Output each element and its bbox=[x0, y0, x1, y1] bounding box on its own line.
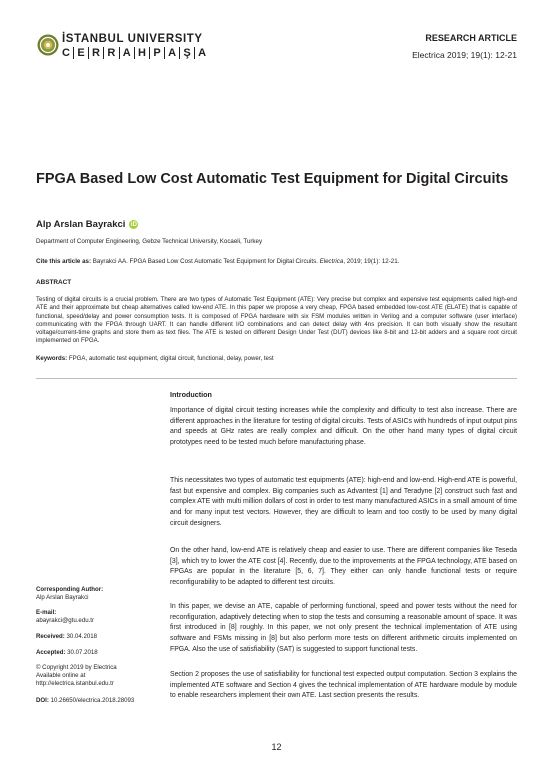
citation bbox=[36, 258, 399, 265]
received-value: 30.04.2018 bbox=[66, 633, 97, 640]
faculty-name bbox=[62, 47, 209, 59]
doi-label: DOI: bbox=[36, 697, 49, 704]
journal-reference: Electrica 2019; 19(1): 12-21 bbox=[412, 50, 517, 60]
faculty-letter: H bbox=[135, 47, 150, 59]
section-heading-introduction: Introduction bbox=[170, 390, 212, 399]
faculty-letter: A bbox=[165, 47, 180, 59]
faculty-letter: C bbox=[62, 47, 74, 59]
article-type: RESEARCH ARTICLE bbox=[425, 33, 517, 43]
faculty-letter: E bbox=[74, 47, 89, 59]
paragraph: On the other hand, low-end ATE is relatively cheap and easier to use. There are different companies like Teseda [3], which try to lower the ATE cost [4]. Recently, due to the improvements at the FPGA technology, ATE based on FPGAs are popular in the literature [5, 6, 7]. They either can only handle functional tests or require reconfigurability to be adapted to different test circuits. bbox=[170, 547, 517, 587]
citation-journal: Electrica bbox=[319, 258, 344, 265]
faculty-letter: P bbox=[150, 47, 165, 59]
faculty-letter: R bbox=[89, 47, 104, 59]
corresponding-name: Alp Arslan Bayrakci bbox=[36, 594, 89, 601]
doi-block bbox=[36, 697, 161, 705]
faculty-letter: Ş bbox=[180, 47, 195, 59]
author-affiliation: Department of Computer Engineering, Gebze Technical University, Kocaeli, Turkey bbox=[36, 238, 263, 245]
accepted-date bbox=[36, 649, 161, 657]
section-divider bbox=[36, 378, 517, 379]
paragraph: This necessitates two types of automatic test equipments (ATE): high-end and low-end. High-end ATE is powerful, fast but expensive and complex. Big companies such as Advantest [1] and Teradyne [2] construct such fast and complex ATE with multi million dollars of cost in order to test many manufactured ASICs in a small amount of time and for many input test vectors. However, they are difficult to learn and too costly to be used by many digital circuit designers. bbox=[170, 477, 517, 527]
page-number: 12 bbox=[271, 742, 282, 752]
citation-text: Bayrakci AA. FPGA Based Low Cost Automatic Test Equipment for Digital Circuits. bbox=[91, 258, 320, 265]
keywords-label: Keywords: bbox=[36, 355, 68, 362]
available-online: Available online at bbox=[36, 672, 86, 679]
keywords bbox=[36, 355, 517, 363]
faculty-letter: A bbox=[120, 47, 135, 59]
university-name: İSTANBUL UNIVERSITY bbox=[62, 33, 203, 45]
paragraph: Section 2 proposes the use of satisfiability for functional test expected output computation. Section 3 explains the implemented ATE software and Section 4 gives the technical implementation of ATE hardware module by module to enable researchers implement their own ATE. Last section presents the results. bbox=[170, 671, 517, 700]
orcid-icon[interactable]: iD bbox=[130, 221, 137, 228]
received-date bbox=[36, 633, 161, 641]
author-name: Alp Arslan Bayrakci bbox=[36, 219, 126, 230]
email-block bbox=[36, 609, 161, 625]
university-logo-icon bbox=[37, 34, 59, 56]
paper-title: FPGA Based Low Cost Automatic Test Equipment for Digital Circuits bbox=[36, 171, 509, 187]
faculty-letter: R bbox=[104, 47, 119, 59]
paragraph: In this paper, we devise an ATE, capable of performing functional, speed and power tests without the need for reconfiguration, adaptively detecting when to stop the tests and consuming a reasonable amount of space. It was first introduced in [8] roughly. In this paper, we not only present the technical implementation of ATE using software and FSMs missing in [8] but also perform more tests on different arithmetic circuits implemented on FPGA. Also the use of satisfiability (SAT) is suggested to support functional tests. bbox=[170, 603, 517, 653]
doi-value[interactable]: 10.26650/electrica.2018.28093 bbox=[50, 697, 135, 704]
copyright: © Copyright 2019 by Electrica bbox=[36, 664, 117, 671]
email-label: E-mail: bbox=[36, 609, 57, 616]
keywords-list: FPGA, automatic test equipment, digital circuit, functional, delay, power, test bbox=[67, 355, 274, 362]
journal-url[interactable]: http://electrica.istanbul.edu.tr bbox=[36, 680, 114, 687]
paragraph: Importance of digital circuit testing increases while the complexity and difficulty to test also increase. There are different approaches in the literature for testing of digital circuits. Tests of ASICs with hundreds of input output pins and speeds at GHz rates are really complex and difficult. On the other hand many types of digital circuit prototypes need to be tested much before manufacturing phase. bbox=[170, 407, 517, 447]
received-label: Received: bbox=[36, 633, 65, 640]
copyright-block bbox=[36, 664, 161, 688]
abstract-heading: ABSTRACT bbox=[36, 279, 72, 286]
accepted-label: Accepted: bbox=[36, 649, 66, 656]
citation-volume: , 2019; 19(1): 12-21. bbox=[343, 258, 400, 265]
author-row bbox=[36, 219, 138, 230]
citation-label: Cite this article as: bbox=[36, 258, 92, 265]
faculty-letter: A bbox=[198, 47, 207, 59]
corresponding-label: Corresponding Author: bbox=[36, 586, 104, 593]
abstract-text: Testing of digital circuits is a crucial problem. There are two types of Automatic Test Equipment (ATE): Very precise but complex and expensive test equipments called high-end ATE and their approximate but cheap alternatives called low-end ATE. In this paper we propose a very cheap, FPGA based embedded low-cost ATE (ELATE) that is capable of functional, speed/delay and power consumption tests. It is composed of FPGA hardware with six FSM modules written in Verilog and a computer software (user interface) communicating with the FPGA through UART. It can handle different I/O combinations and can detect delay with 4ns precision. It can both visually show the resultant voltage/current-time graphs and store them as text files. The ATE is tested on different Design Under Test (DUT) devices like 8-bit and 12-bit adders and a square root circuit implemented on FPGA. bbox=[36, 296, 517, 345]
corresponding-author bbox=[36, 586, 161, 602]
accepted-value: 30.07.2018 bbox=[67, 649, 98, 656]
email-link[interactable]: abayrakci@gtu.edu.tr bbox=[36, 617, 95, 624]
